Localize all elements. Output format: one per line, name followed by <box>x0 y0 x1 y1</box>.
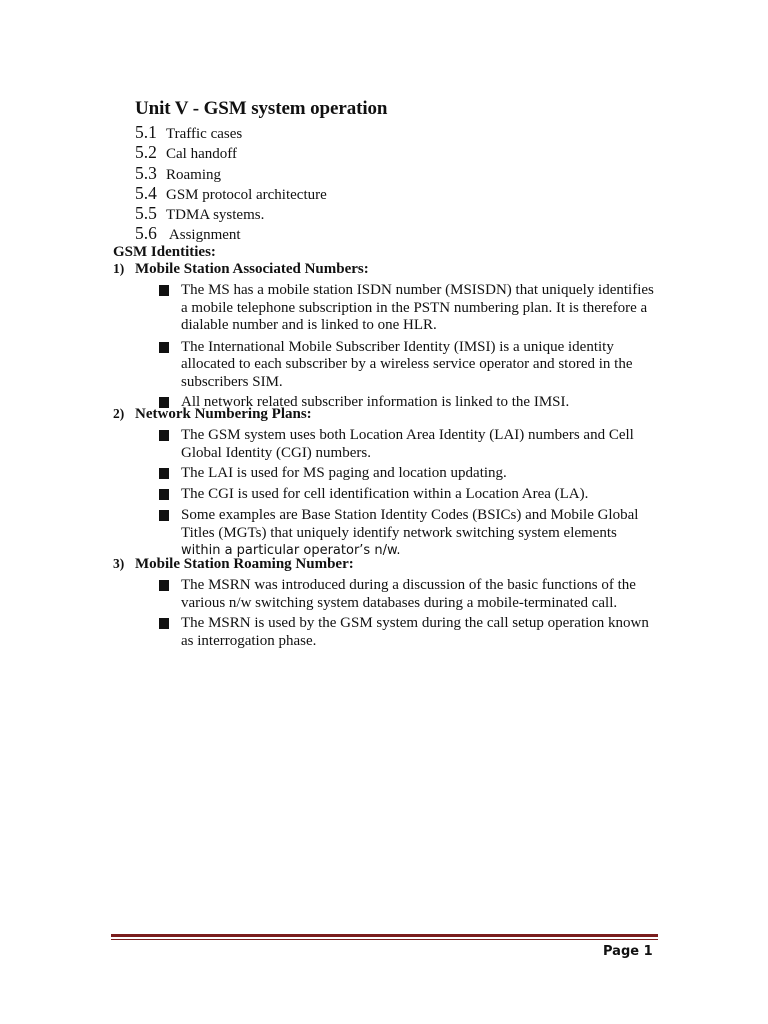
table-of-contents <box>135 122 327 244</box>
subsection-number: 3) <box>113 556 125 571</box>
subsection-title: Mobile Station Associated Numbers: <box>135 261 369 277</box>
subsection-number: 2) <box>113 406 125 421</box>
footer-rule-thin <box>111 939 658 940</box>
toc-number: 5.4 <box>135 182 157 203</box>
toc-item <box>135 142 327 162</box>
subsection-heading <box>113 261 369 278</box>
list-item-text: The CGI is used for cell identification within a Location Area (LA). <box>181 485 589 502</box>
list-item-text: The International Mobile Subscriber Identity (IMSI) is a unique identity allocated to each subscriber by a wireless service operator and stored in the subscribers SIM. <box>181 338 633 390</box>
list-item <box>159 465 659 483</box>
subsection-heading <box>113 556 354 573</box>
list-item-text: The MS has a mobile station ISDN number (MSISDN) that uniquely identifies a mobile telephone subscription in the PSTN numbering plan. It is therefore a dialable number and is linked to one HLR. <box>181 282 654 333</box>
footer-rule-thick <box>111 934 658 937</box>
list-item <box>159 339 659 392</box>
toc-item <box>135 183 327 203</box>
square-bullet-icon <box>159 468 169 479</box>
toc-number: 5.3 <box>135 162 157 183</box>
toc-item <box>135 163 327 183</box>
subsection-title: Mobile Station Roaming Number: <box>135 556 354 572</box>
toc-text: Assignment <box>166 227 241 244</box>
list-item-text: The GSM system uses both Location Area Identity (LAI) numbers and Cell Global Identity (CGI) numbers. <box>181 427 634 461</box>
toc-text: Cal handoff <box>166 146 237 163</box>
subsection-number: 1) <box>113 261 125 276</box>
toc-number: 5.2 <box>135 142 157 163</box>
toc-item <box>135 223 327 243</box>
list-item <box>159 615 659 650</box>
toc-text: TDMA systems. <box>166 207 265 224</box>
list-item <box>159 577 659 612</box>
square-bullet-icon <box>159 618 169 629</box>
toc-item <box>135 122 327 142</box>
list-item-text: The MSRN is used by the GSM system during the call setup operation known as interrogation phase. <box>181 615 649 649</box>
square-bullet-icon <box>159 580 169 591</box>
square-bullet-icon <box>159 489 169 500</box>
square-bullet-icon <box>159 285 169 296</box>
list-item-text-continued: within a particular operator’s n/w. <box>181 543 401 558</box>
list-item <box>159 507 659 560</box>
bullet-list <box>159 577 659 650</box>
section-heading: GSM Identities: <box>113 244 216 260</box>
square-bullet-icon <box>159 510 169 521</box>
subsection-heading <box>113 406 312 423</box>
toc-number: 5.5 <box>135 203 157 224</box>
bullet-list <box>159 427 659 560</box>
subsection-title: Network Numbering Plans: <box>135 406 312 422</box>
list-item-text: Some examples are Base Station Identity Codes (BSICs) and Mobile Global Titles (MGTs) that uniquely identify network switching system elements <box>181 507 639 541</box>
unit-title: Unit V - GSM system operation <box>135 98 388 119</box>
square-bullet-icon <box>159 342 169 353</box>
list-item <box>159 427 659 462</box>
list-item-text: The LAI is used for MS paging and location updating. <box>181 465 507 481</box>
list-item <box>159 282 659 335</box>
toc-number: 5.1 <box>135 122 157 142</box>
toc-text: GSM protocol architecture <box>166 186 327 203</box>
toc-text: Roaming <box>166 166 221 183</box>
toc-text: Traffic cases <box>166 126 243 142</box>
toc-item <box>135 203 327 223</box>
page-number: Page 1 <box>603 944 653 959</box>
toc-number: 5.6 <box>135 223 157 244</box>
bullet-list <box>159 282 659 412</box>
list-item <box>159 486 659 504</box>
square-bullet-icon <box>159 430 169 441</box>
list-item-text: The MSRN was introduced during a discussion of the basic functions of the various n/w switching system databases during a mobile-terminated call. <box>181 577 636 611</box>
list-item-text: All network related subscriber information is linked to the IMSI. <box>181 394 570 410</box>
